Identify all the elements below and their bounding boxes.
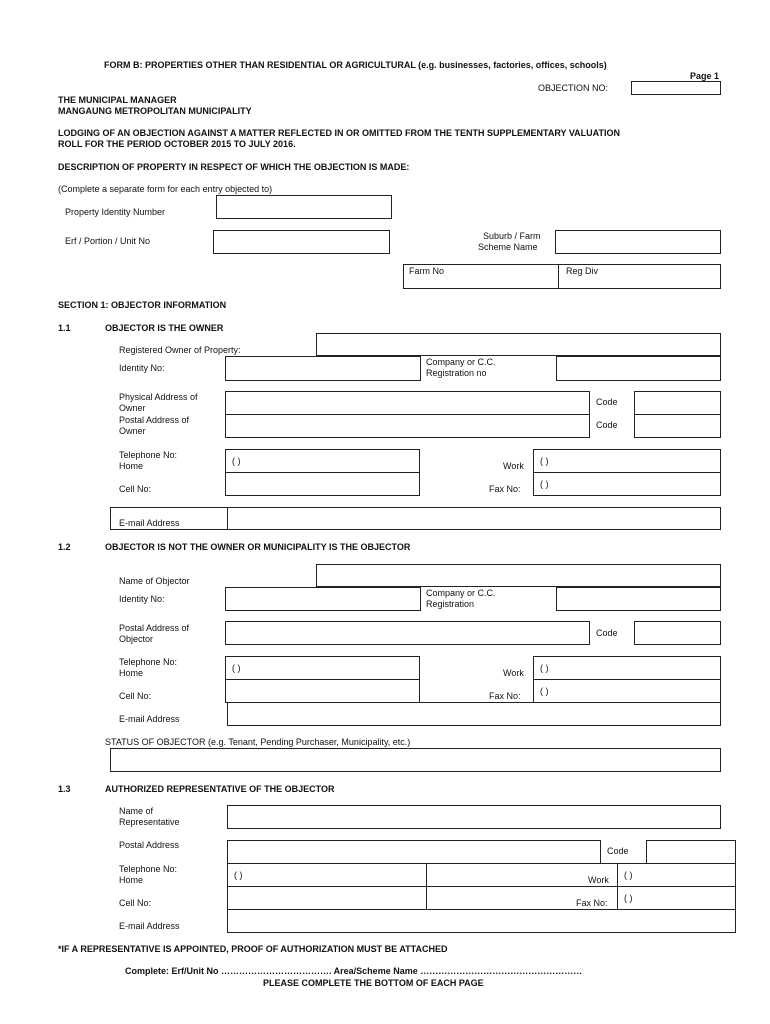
physical-address-label-2: Owner — [119, 403, 146, 413]
rep-cell-field[interactable] — [227, 886, 427, 910]
reg-div-label: Reg Div — [566, 266, 599, 276]
addressee-line-1: THE MUNICIPAL MANAGER — [58, 95, 177, 105]
company-cc-label-2: Registration no — [426, 368, 487, 378]
objector-home-phone-field[interactable] — [225, 656, 420, 680]
postal-objector-label-1: Postal Address of — [119, 623, 190, 633]
suburb-field[interactable] — [555, 230, 721, 254]
rep-fax-paren: ( ) — [624, 893, 633, 903]
addressee-line-2: MANGAUNG METROPOLITAN MUNICIPALITY — [58, 106, 252, 116]
fax-field[interactable] — [533, 472, 721, 496]
physical-address-label-1: Physical Address of — [119, 392, 198, 402]
email-field[interactable] — [227, 507, 721, 530]
erf-field[interactable] — [213, 230, 390, 254]
postal-address-field[interactable] — [225, 414, 590, 438]
rep-cell-label: Cell No: — [119, 898, 152, 908]
objector-company-label-1: Company or C.C. — [426, 588, 496, 598]
farm-no-label: Farm No — [409, 266, 445, 276]
objector-tel-label-1: Telephone No: — [119, 657, 178, 667]
work-label: Work — [503, 461, 524, 471]
objector-company-label-2: Registration — [426, 599, 475, 609]
status-field[interactable] — [110, 748, 721, 772]
telephone-label-1: Telephone No: — [119, 450, 178, 460]
complete-line: Complete: Erf/Unit No ………………………………. Area/Scheme Name ……………………………………………… — [125, 966, 583, 976]
cell-label: Cell No: — [119, 484, 152, 494]
postal-code-label: Code — [596, 420, 618, 430]
rep-name-field[interactable] — [227, 805, 721, 829]
rep-email-label: E-mail Address — [119, 921, 180, 931]
company-reg-field[interactable] — [556, 356, 721, 381]
telephone-label-2: Home — [119, 461, 144, 471]
company-cc-label-1: Company or C.C. — [426, 357, 496, 367]
home-phone-paren: ( ) — [232, 456, 241, 466]
home-phone-field[interactable] — [225, 449, 420, 473]
suburb-label-1: Suburb / Farm — [483, 231, 541, 241]
work-phone-field[interactable] — [533, 449, 721, 473]
objector-email-field[interactable] — [227, 702, 721, 726]
complete-note: (Complete a separate form for each entry objected to) — [58, 184, 273, 194]
s11-title: OBJECTOR IS THE OWNER — [105, 323, 224, 333]
rep-code-label: Code — [607, 846, 629, 856]
rep-work-paren: ( ) — [624, 870, 633, 880]
page-number: Page 1 — [690, 71, 720, 81]
postal-address-label-2: Owner — [119, 426, 146, 436]
fax-label: Fax No: — [489, 484, 521, 494]
rep-code-field[interactable] — [646, 840, 736, 864]
objector-code-label: Code — [596, 628, 618, 638]
objector-work-label: Work — [503, 668, 524, 678]
objector-home-paren: ( ) — [232, 663, 241, 673]
registered-owner-field[interactable] — [316, 333, 721, 356]
s13-number: 1.3 — [58, 784, 71, 794]
objector-work-phone-field[interactable] — [533, 656, 721, 680]
objector-work-paren: ( ) — [540, 663, 549, 673]
description-heading: DESCRIPTION OF PROPERTY IN RESPECT OF WHICH THE OBJECTION IS MADE: — [58, 162, 410, 172]
registered-owner-label: Registered Owner of Property: — [119, 345, 241, 355]
objector-company-field[interactable] — [556, 587, 721, 611]
s12-title: OBJECTOR IS NOT THE OWNER OR MUNICIPALITY IS THE OBJECTOR — [105, 542, 411, 552]
physical-address-field[interactable] — [225, 391, 590, 415]
rep-work-label: Work — [588, 875, 609, 885]
identity-no-label: Identity No: — [119, 363, 165, 373]
rep-home-paren: ( ) — [234, 870, 243, 880]
status-label: STATUS OF OBJECTOR (e.g. Tenant, Pending Purchaser, Municipality, etc.) — [105, 737, 411, 747]
postal-address-label-1: Postal Address of — [119, 415, 190, 425]
objector-email-label: E-mail Address — [119, 714, 180, 724]
objector-identity-label: Identity No: — [119, 594, 165, 604]
rep-name-label-1: Name of — [119, 806, 154, 816]
objection-no-label: OBJECTION NO: — [538, 83, 609, 93]
objector-cell-field[interactable] — [225, 679, 420, 703]
cell-field[interactable] — [225, 472, 420, 496]
objector-identity-field[interactable] — [225, 587, 421, 611]
rep-tel-label-2: Home — [119, 875, 144, 885]
suburb-label-2: Scheme Name — [478, 242, 538, 252]
postal-objector-label-2: Objector — [119, 634, 154, 644]
representative-note: *IF A REPRESENTATIVE IS APPOINTED, PROOF OF AUTHORIZATION MUST BE ATTACHED — [58, 944, 448, 954]
objector-fax-field[interactable] — [533, 679, 721, 703]
erf-label: Erf / Portion / Unit No — [65, 236, 151, 246]
rep-home-phone-field[interactable] — [227, 863, 427, 887]
rep-email-field[interactable] — [227, 909, 736, 933]
property-identity-field[interactable] — [216, 195, 392, 219]
physical-code-label: Code — [596, 397, 618, 407]
objection-no-field[interactable] — [631, 81, 721, 95]
rep-postal-label: Postal Address — [119, 840, 180, 850]
objector-code-field[interactable] — [634, 621, 721, 645]
s11-number: 1.1 — [58, 323, 71, 333]
work-phone-paren: ( ) — [540, 456, 549, 466]
rep-name-label-2: Representative — [119, 817, 180, 827]
objector-fax-label: Fax No: — [489, 691, 521, 701]
identity-no-field[interactable] — [225, 356, 421, 381]
postal-objector-field[interactable] — [225, 621, 590, 645]
rep-tel-label-1: Telephone No: — [119, 864, 178, 874]
objector-fax-paren: ( ) — [540, 686, 549, 696]
form-title: FORM B: PROPERTIES OTHER THAN RESIDENTIAL OR AGRICULTURAL (e.g. businesses, factories, offices, schools) — [104, 60, 607, 70]
bottom-note: PLEASE COMPLETE THE BOTTOM OF EACH PAGE — [263, 978, 484, 988]
rep-work-phone-field[interactable] — [617, 863, 736, 887]
name-of-objector-field[interactable] — [316, 564, 721, 587]
property-identity-label: Property Identity Number — [65, 207, 166, 217]
s13-title: AUTHORIZED REPRESENTATIVE OF THE OBJECTOR — [105, 784, 335, 794]
email-label: E-mail Address — [119, 518, 180, 528]
lodging-line-1: LODGING OF AN OBJECTION AGAINST A MATTER REFLECTED IN OR OMITTED FROM THE TENTH SUPPLEMENTARY VALUATION — [58, 128, 620, 138]
postal-code-field[interactable] — [634, 414, 721, 438]
rep-fax-label: Fax No: — [576, 898, 608, 908]
objector-tel-label-2: Home — [119, 668, 144, 678]
s12-number: 1.2 — [58, 542, 71, 552]
rep-postal-field[interactable] — [227, 840, 601, 864]
physical-code-field[interactable] — [634, 391, 721, 415]
fax-paren: ( ) — [540, 479, 549, 489]
rep-fax-field[interactable] — [617, 886, 736, 910]
section1-heading: SECTION 1: OBJECTOR INFORMATION — [58, 300, 227, 310]
name-of-objector-label: Name of Objector — [119, 576, 190, 586]
objector-cell-label: Cell No: — [119, 691, 152, 701]
lodging-line-2: ROLL FOR THE PERIOD OCTOBER 2015 TO JULY 2016. — [58, 139, 296, 149]
